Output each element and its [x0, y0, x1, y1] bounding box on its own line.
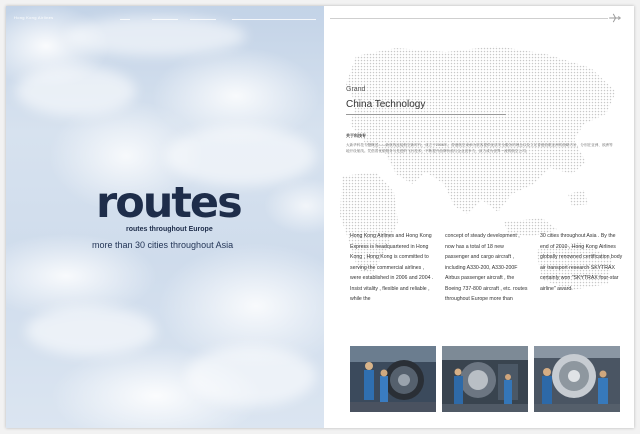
brand-small-label: Hong Kong Airlines	[14, 15, 54, 20]
cloud-shape	[26, 306, 156, 356]
section-title: China Technology	[346, 99, 426, 110]
body-column-1: Hong Kong Airlines and Hong Kong Express is headquartered in Hong Kong , Hong Kong is committed to serving the commercial airlines , were established in 2006 and 2004 . Insist vitality , flexible and reliable , while the	[350, 233, 434, 302]
photo-engine-workers-3	[534, 346, 620, 412]
section-kicker: Grand	[346, 86, 366, 93]
routes-subtitle: routes throughout Europe	[126, 226, 213, 233]
cloud-shape	[166, 126, 316, 186]
top-nav	[14, 15, 316, 23]
cn-paragraph: 大新华科技专题概述——新航线连接航空新时代，成立于2006年。香港航空秉承为旅客提供优质安全服务的理念以及立足香港放眼亚洲的战略方针，分别在亚洲、欧洲等地开设航线。凭借着优质服务与先进的飞行技术，不断提升品牌价值与企业竞争力，致力成为世界一流的航空公司。	[346, 143, 613, 153]
nav-rule	[190, 19, 216, 20]
body-column-3: 30 cities throughout Asia . By the end of 2010 , Hong Kong Airlines globally renowned certification body air transport research SKYTRAX certainly won "SKYTRAX four-star airline" award.	[540, 233, 623, 292]
nav-rule	[232, 19, 316, 20]
left-page-cover	[6, 6, 324, 428]
routes-tagline: more than 30 cities throughout Asia	[92, 240, 234, 250]
nav-rule	[120, 19, 130, 20]
photo-engine-workers-2	[442, 346, 528, 412]
plane-icon	[608, 11, 622, 25]
header-rule	[330, 18, 608, 19]
right-page-content	[324, 6, 634, 428]
nav-rule	[152, 19, 178, 20]
title-rule	[346, 114, 506, 115]
photo-engine-workers-1	[350, 346, 436, 412]
routes-title: routes	[96, 178, 241, 228]
cloud-shape	[186, 346, 316, 406]
cloud-shape	[16, 66, 136, 116]
cn-heading: 关于科技专	[346, 133, 366, 138]
body-column-2: concept of steady development , now has a total of 18 new passenger and cargo aircraft , including A330-200, A330-200F Airbus passenger aircraft , the Boeing 737-800 aircraft , etc. routes throughout Europe more than	[445, 233, 528, 302]
brochure-spread	[6, 6, 634, 428]
